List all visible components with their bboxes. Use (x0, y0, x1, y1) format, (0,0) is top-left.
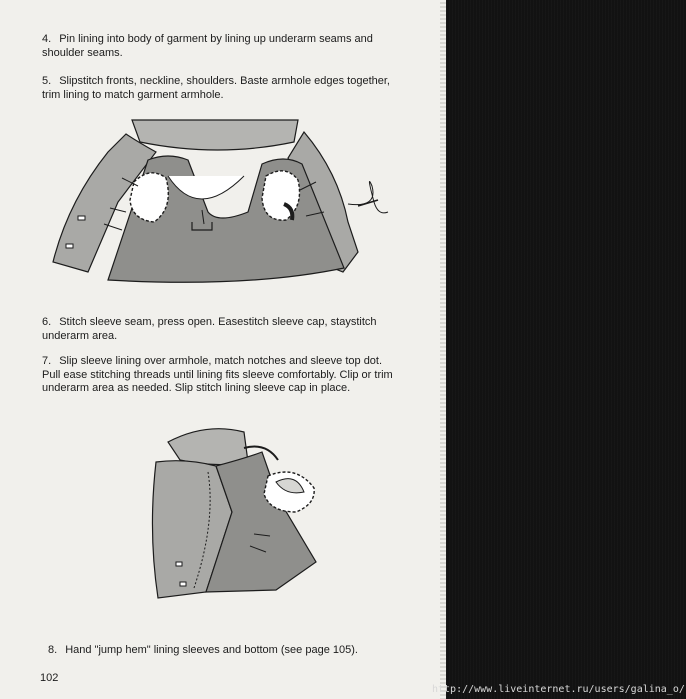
lining-pinned-illustration (48, 112, 398, 294)
instruction-step-7 (42, 355, 402, 396)
step-number: 8. (48, 644, 58, 656)
step-number: 7. (42, 355, 52, 367)
source-watermark: http://www.liveinternet.ru/users/galina_o/ (432, 684, 685, 695)
collar-band (132, 120, 298, 150)
dark-background-panel (446, 0, 686, 699)
step-number: 6. (42, 316, 52, 328)
buttonhole (66, 244, 73, 248)
step-text: Pin lining into body of garment by lining up underarm seams and shoulder seams. (42, 33, 373, 59)
instruction-step-6 (42, 316, 402, 343)
step-number: 4. (42, 33, 52, 45)
instruction-step-4 (42, 33, 402, 60)
buttonhole (180, 582, 186, 586)
page-number: 102 (40, 672, 59, 684)
instruction-step-8 (48, 644, 408, 658)
collar (168, 429, 248, 465)
step-text: Stitch sleeve seam, press open. Easestitch sleeve cap, staystitch underarm area. (42, 316, 377, 342)
buttonhole (176, 562, 182, 566)
instruction-step-5 (42, 75, 402, 102)
step-text: Slipstitch fronts, neckline, shoulders. Baste armhole edges together, trim lining to match garment armhole. (42, 75, 390, 101)
step-number: 5. (42, 75, 52, 87)
step-text: Slip sleeve lining over armhole, match notches and sleeve top dot. Pull ease stitching threads until lining fits sleeve comfortably. Clip or trim underarm area as needed. Slip stitch lining sleeve cap in place. (42, 355, 393, 394)
buttonhole (78, 216, 85, 220)
step-text: Hand "jump hem" lining sleeves and bottom (see page 105). (65, 644, 358, 656)
sleeve-lining-illustration (146, 412, 326, 602)
needle-thread (348, 182, 388, 213)
